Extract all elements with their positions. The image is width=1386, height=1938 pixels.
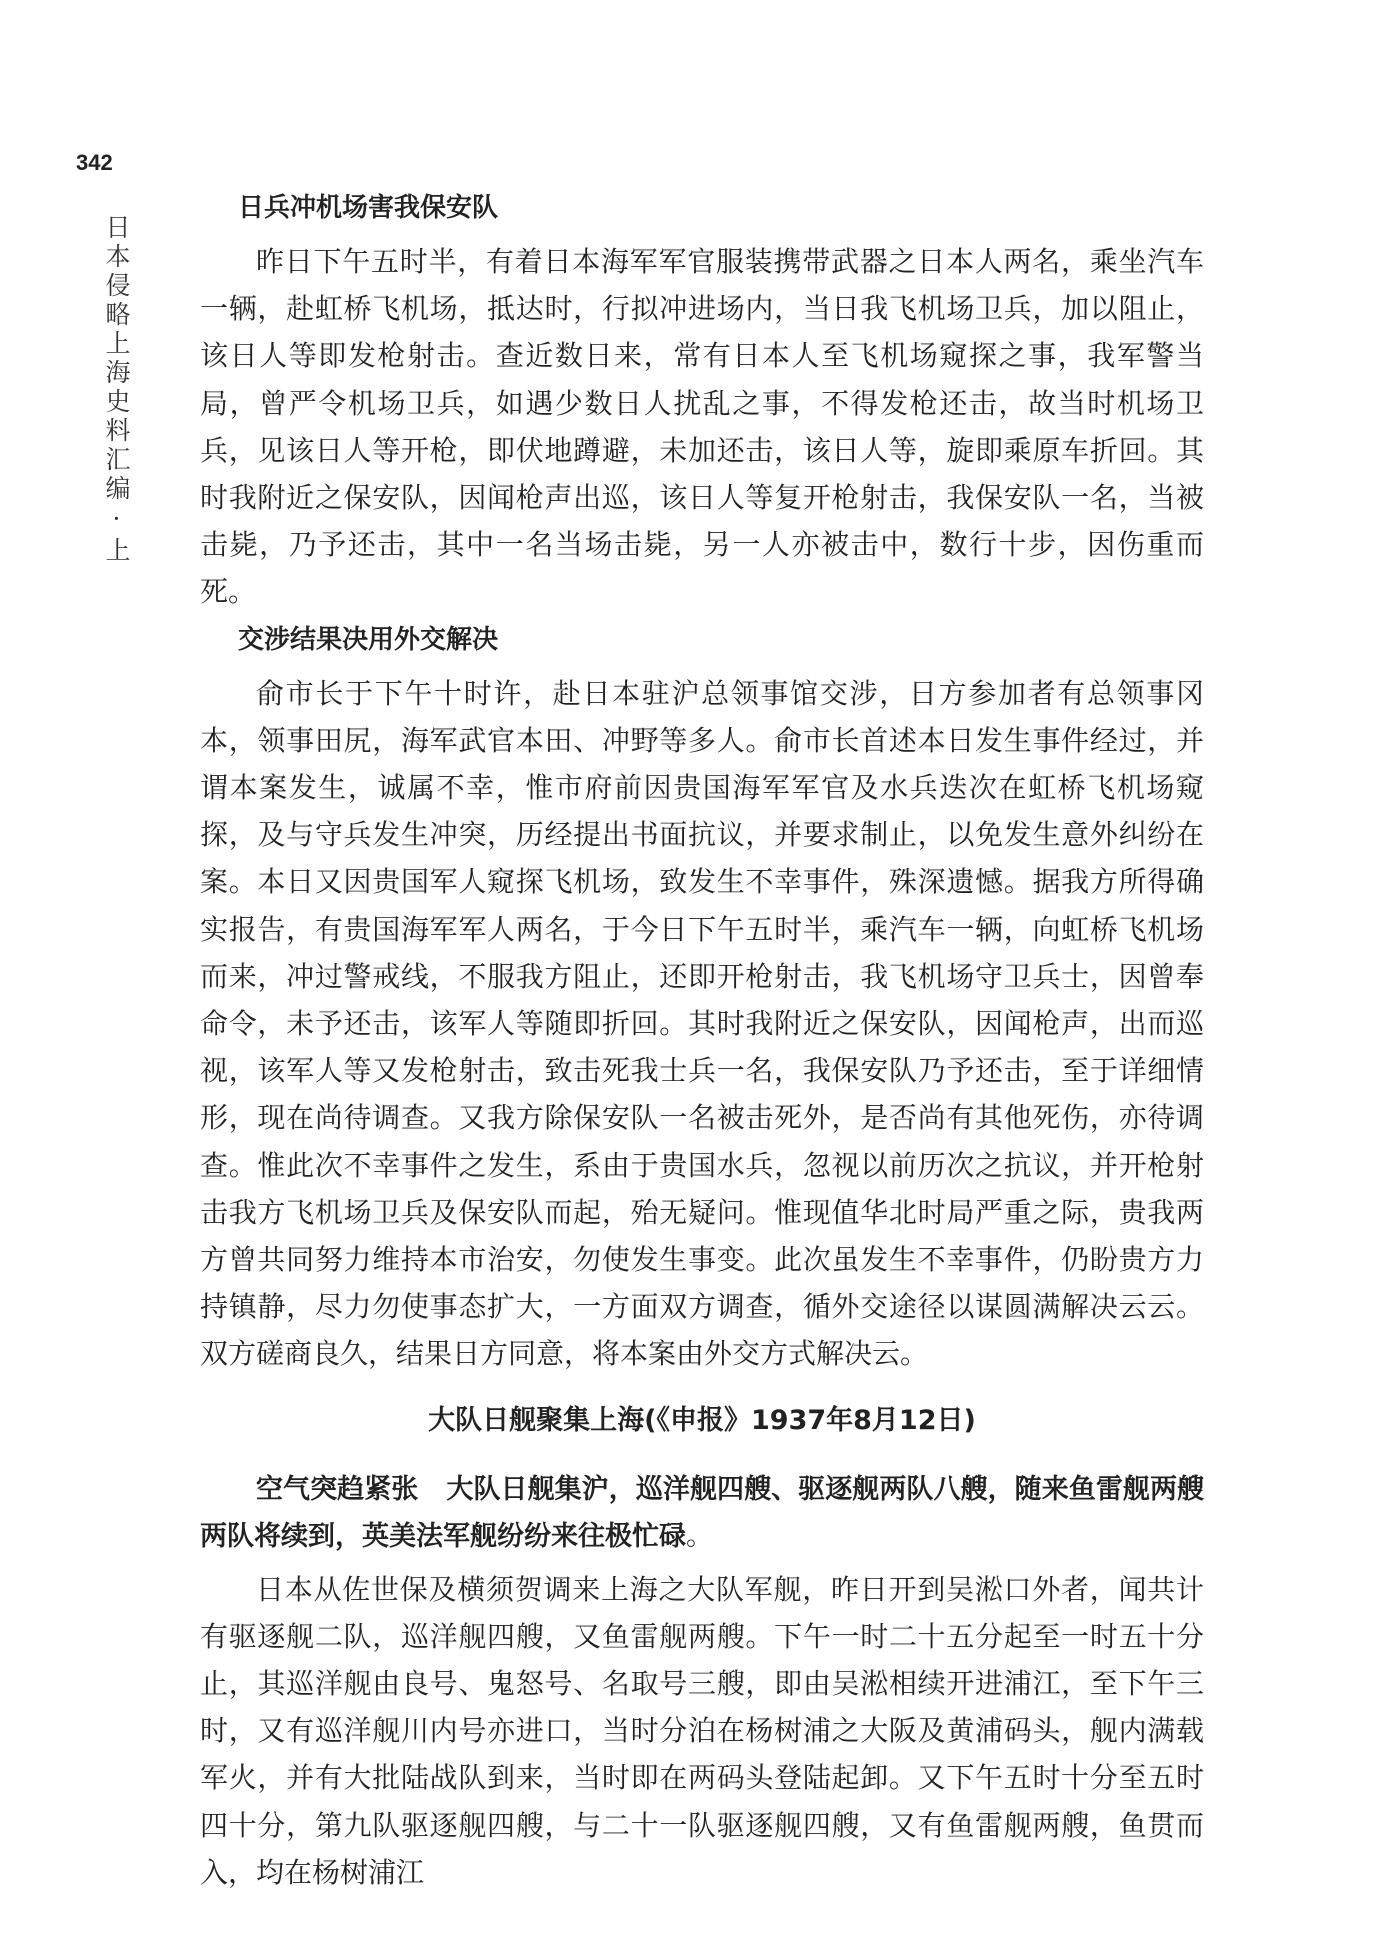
page-number: 342 <box>76 150 113 175</box>
paragraph: 昨日下午五时半，有着日本海军军官服装携带武器之日本人两名，乘坐汽车一辆，赴虹桥飞机场，抵达时，行拟冲进场内，当日我飞机场卫兵，加以阻止，该日人等即发枪射击。查近数日来，常有日本人至飞机场窥探之事，我军警当局，曾严令机场卫兵，如遇少数日人扰乱之事，不得发枪还击，故当时机场卫兵，见该日人等开枪，即伏地蹲避，未加还击，该日人等，旋即乘原车折回。其时我附近之保安队，因闻枪声出巡，该日人等复开枪射击，我保安队一名，当被击毙，乃予还击，其中一名当场击毙，另一人亦被击中，数行十步，因伤重而死。 <box>200 245 1204 609</box>
section-heading: 交涉结果决用外交解决 <box>238 624 499 655</box>
paragraph: 日本从佐世保及横须贺调来上海之大队军舰，昨日开到吴淞口外者，闻共计有驱逐舰二队，巡洋舰四艘，又鱼雷舰两艘。下午一时二十五分起至一时五十分止，其巡洋舰由良号、鬼怒号、名取号三艘，即由吴淞相续开进浦江，至下午三时，又有巡洋舰川内号亦进口，当时分泊在杨树浦之大阪及黄浦码头，舰内满载军火，并有大批陆战队到来，当时即在两码头登陆起卸。又下午五时十分至五时四十分，第九队驱逐舰四艘，与二十一队驱逐舰四艘，又有鱼雷舰两艘，鱼贯而入，均在杨树浦江 <box>200 1572 1204 1889</box>
section-heading: 日兵冲机场害我保安队 <box>238 193 499 223</box>
lead-head: 空气突趋紧张 <box>256 1473 419 1505</box>
page-content <box>200 192 1204 1904</box>
lead-end: 。 <box>686 1520 713 1552</box>
paragraph: 俞市长于下午十时许，赴日本驻沪总领事馆交涉，日方参加者有总领事冈本，领事田尻，海军武官本田、冲野等多人。俞市长首述本日发生事件经过，并谓本案发生，诚属不幸，惟市府前因贵国海军军官及水兵迭次在虹桥飞机场窥探，及与守兵发生冲突，历经提出书面抗议，并要求制止，以免发生意外纠纷在案。本日又因贵国军人窥探飞机场，致发生不幸事件，殊深遗憾。据我方所得确实报告，有贵国海军军人两名，于今日下午五时半，乘汽车一辆，向虹桥飞机场而来，冲过警戒线，不服我方阻止，还即开枪射击，我飞机场守卫兵士，因曾奉命令，未予还击，该军人等随即折回。其时我附近之保安队，因闻枪声，出而巡视，该军人等又发枪射击，致击死我士兵一名，我保安队乃予还击，至于详细情形，现在尚待调查。又我方除保安队一名被击死外，是否尚有其他死伤，亦待调查。惟此次不幸事件之发生，系由于贵国水兵，忽视以前历次之抗议，并开枪射击我方飞机场卫兵及保安队而起，殆无疑问。惟现值华北时局严重之际，贵我两方曾共同努力维持本市治安，勿使发生事变。此次虽发生不幸事件，仍盼贵方力持镇静，尽力勿使事态扩大，一方面双方调查，循外交途径以谋圆满解决云云。双方磋商良久，结果日方同意，将本案由外交方式解决云。 <box>200 676 1204 1371</box>
article-title: 大队日舰聚集上海(《申报》1937年8月12日) <box>428 1404 976 1436</box>
running-head: 日本侵略上海史料汇编·上 <box>102 214 131 566</box>
lead-paragraph <box>200 1466 1204 1560</box>
lead-body: 大队日舰集沪，巡洋舰四艘、驱逐舰两队八艘，随来鱼雷舰两艘两队将续到，英美法军舰纷纷来往极忙碌 <box>200 1473 1205 1552</box>
